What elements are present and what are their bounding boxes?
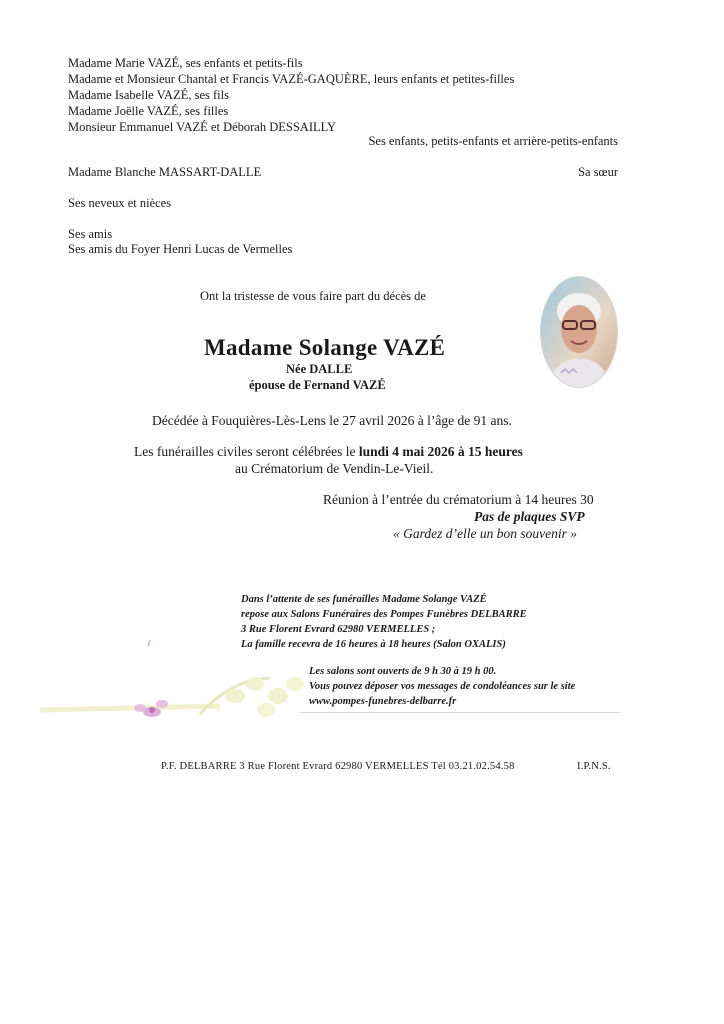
notes-line: 3 Rue Florent Evrard 62980 VERMELLES ; — [241, 624, 436, 635]
sister-name: Madame Blanche MASSART-DALLE — [68, 165, 262, 179]
funeral-home-notes — [241, 592, 527, 652]
notes-line: La famille recevra de 16 heures à 18 heures (Salon OXALIS) — [241, 639, 506, 650]
footer-ipns: I.P.N.S. — [577, 761, 611, 772]
nephews-line: Ses neveux et nièces — [68, 196, 172, 210]
funeral-place: au Crématorium de Vendin-Le-Vieil. — [235, 461, 434, 476]
remembrance-quote: « Gardez d’elle un bon souvenir » — [393, 526, 577, 541]
family-block — [68, 56, 620, 136]
funeral-line — [134, 443, 523, 460]
sister-relation: Sa sœur — [578, 165, 618, 179]
notes-line: Dans l’attente de ses funérailles Madame Solange VAZÉ — [241, 594, 487, 605]
website-link[interactable]: www.pompes-funebres-delbarre.fr — [309, 696, 457, 707]
funeral-prefix: Les funérailles civiles seront célébrées le — [134, 444, 359, 459]
death-notice: Décédée à Fouquières-Lès-Lens le 27 avril 2026 à l’âge de 91 ans. — [152, 413, 512, 428]
meeting-line: Réunion à l’entrée du crématorium à 14 heures 30 — [323, 492, 594, 507]
announcement-intro: Ont la tristesse de vous faire part du décès de — [200, 289, 426, 303]
orchid-buds — [200, 677, 304, 717]
children-summary: Ses enfants, petits-enfants et arrière-petits-enfants — [368, 134, 618, 148]
family-line: Madame Isabelle VAZÉ, ses fils — [68, 88, 229, 102]
family-line: Madame et Monsieur Chantal et Francis VAZÉ-GAQUÈRE, leurs enfants et petites-filles — [68, 72, 515, 86]
hours-line: Les salons sont ouverts de 9 h 30 à 19 h 00. — [309, 666, 497, 677]
family-line: Monsieur Emmanuel VAZÉ et Déborah DESSAILLY — [68, 120, 337, 134]
friends-line: Ses amis — [68, 227, 113, 241]
funeral-date: lundi 4 mai 2026 à 15 heures — [358, 444, 523, 459]
maiden-name: Née DALLE — [286, 362, 353, 376]
friends-foyer-line: Ses amis du Foyer Henri Lucas de Vermelles — [68, 242, 293, 256]
hours-line: Vous pouvez déposer vos messages de condoléances sur le site — [309, 681, 576, 692]
salon-hours-notes — [309, 664, 575, 709]
family-line: Madame Joëlle VAZÉ, ses filles — [68, 104, 229, 118]
spouse-line: épouse de Fernand VAZÉ — [249, 378, 386, 392]
portrait-photo — [540, 276, 618, 388]
no-plaques: Pas de plaques SVP — [474, 509, 585, 524]
divider-line — [300, 712, 620, 713]
notes-line: repose aux Salons Funéraires des Pompes Funèbres DELBARRE — [241, 609, 527, 620]
family-line: Madame Marie VAZÉ, ses enfants et petits-fils — [68, 56, 303, 70]
deceased-name: Madame Solange VAZÉ — [204, 335, 446, 360]
footer-address: P.F. DELBARRE 3 Rue Florent Evrard 62980 VERMELLES Tél 03.21.02.54.58 — [161, 761, 515, 772]
portrait-image — [541, 277, 617, 387]
